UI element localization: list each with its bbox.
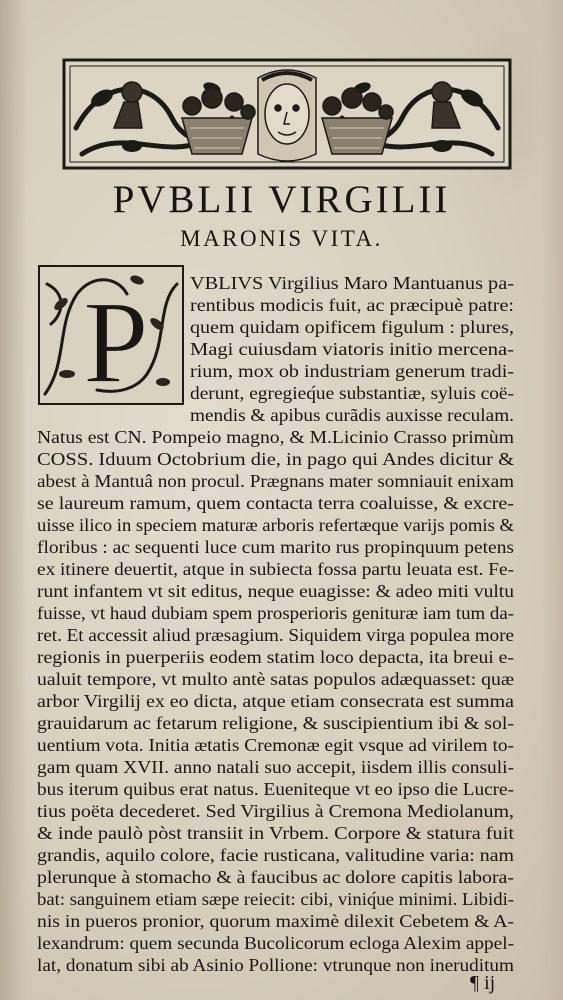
text-line: uentium vota. Initia ætatis Cremonæ egit vsque ad virilem to-: [37, 735, 514, 755]
text-line: Natus est CN. Pompeio magno, & M.Licinio Crasso primùm: [37, 427, 514, 447]
text-line: plerunque à stomacho & à faucibus ac dolore capitis labora-: [37, 867, 514, 887]
text-line: tius poëta decederet. Sed Virgilius à Cremona Mediolanum,: [37, 801, 514, 821]
text-line: grandis, aquilo colore, facie rusticana, valitudine varia: nam: [37, 845, 514, 865]
text-line: rentibus modicis fuit, ac præcipuè patre:: [190, 295, 514, 315]
text-line: quem quidam opificem figulum : plures,: [190, 317, 514, 337]
text-line: mendis & apibus curãdis auxisse reculam.: [190, 405, 514, 425]
text-line: bat: sanguinem etiam sæpe reiecit: cibi, viniq́ue minimi. Libidi-: [37, 889, 514, 909]
text-line: abest à Mantuâ non procul. Prægnans mater somniauit enixam: [37, 471, 514, 491]
text-line: grauidarum ac fetarum religione, & suscipientium ibi & sol-: [37, 713, 514, 733]
signature-mark: ¶ ij: [470, 972, 496, 994]
text-line: COSS. Iduum Octobrium die, in pago qui Andes dicitur &: [37, 449, 514, 469]
text-line: regionis in puerperiis eodem statim loco depacta, ita breui e-: [37, 647, 514, 667]
initial-letter-text: P: [83, 277, 149, 406]
text-line: ex itinere deuertit, atque in subiecta fossa partu leuata est. Fe-: [37, 559, 514, 579]
text-line: bus iterum quibus erat natus. Eueniteque vt eo ipso die Lucre-: [37, 779, 514, 799]
text-line: ret. Et accessit aliud præsagium. Siquidem virga populea more: [37, 625, 514, 645]
text-line: fuisse, vt haud dubiam spem prosperioris genituræ iam tum da-: [37, 603, 514, 623]
text-line: & inde paulò pòst transiit in Vrbem. Corpore & statura fuit: [37, 823, 514, 843]
decorative-headpiece: [62, 58, 512, 170]
page-subtitle: MARONIS VITA.: [180, 226, 383, 251]
text-line: derunt, egregieq́ue substantiæ, syluis coë-: [190, 383, 514, 403]
decorated-initial-letter: [37, 264, 185, 406]
text-line: arbor Virgilij ex eo dicta, atque etiam consecrata est summa: [37, 691, 514, 711]
page-edge-shadow-left: [0, 0, 28, 1000]
text-line: gam quam XVII. anno natali suo accepit, iisdem illis consuli-: [37, 757, 514, 777]
text-line: nis in pueros pronior, quorum maximè dilexit Cebetem & A-: [37, 911, 514, 931]
page-title: PVBLII VIRGILII: [112, 178, 451, 221]
text-line: lat, donatum sibi ab Asinio Pollione: vtrunque non ineruditum: [37, 955, 514, 975]
text-line: runt infantem vt sit editus, neque euagisse: & adeo miti vultu: [37, 581, 514, 601]
text-line: se laureum ramum, quem contacta terra coaluisse, & excre-: [37, 493, 514, 513]
text-line: Magi cuiusdam viatoris initio mercena-: [190, 339, 514, 359]
text-line: uisse ilico in speciem maturæ arboris refertæque varijs pomis &: [37, 515, 514, 535]
text-line: floribus : ac sequenti luce cum marito rus propinquum petens: [37, 537, 514, 557]
text-line: ualuit tempore, vt multo antè satas populos adæquasset: quæ: [37, 669, 514, 689]
text-line: VBLIVS Virgilius Maro Mantuanus pa-: [190, 273, 514, 293]
text-line: rium, mox ob industriam generum tradi-: [190, 361, 514, 381]
text-line: lexandrum: quem secunda Bucolicorum ecloga Alexim appel-: [37, 933, 514, 953]
